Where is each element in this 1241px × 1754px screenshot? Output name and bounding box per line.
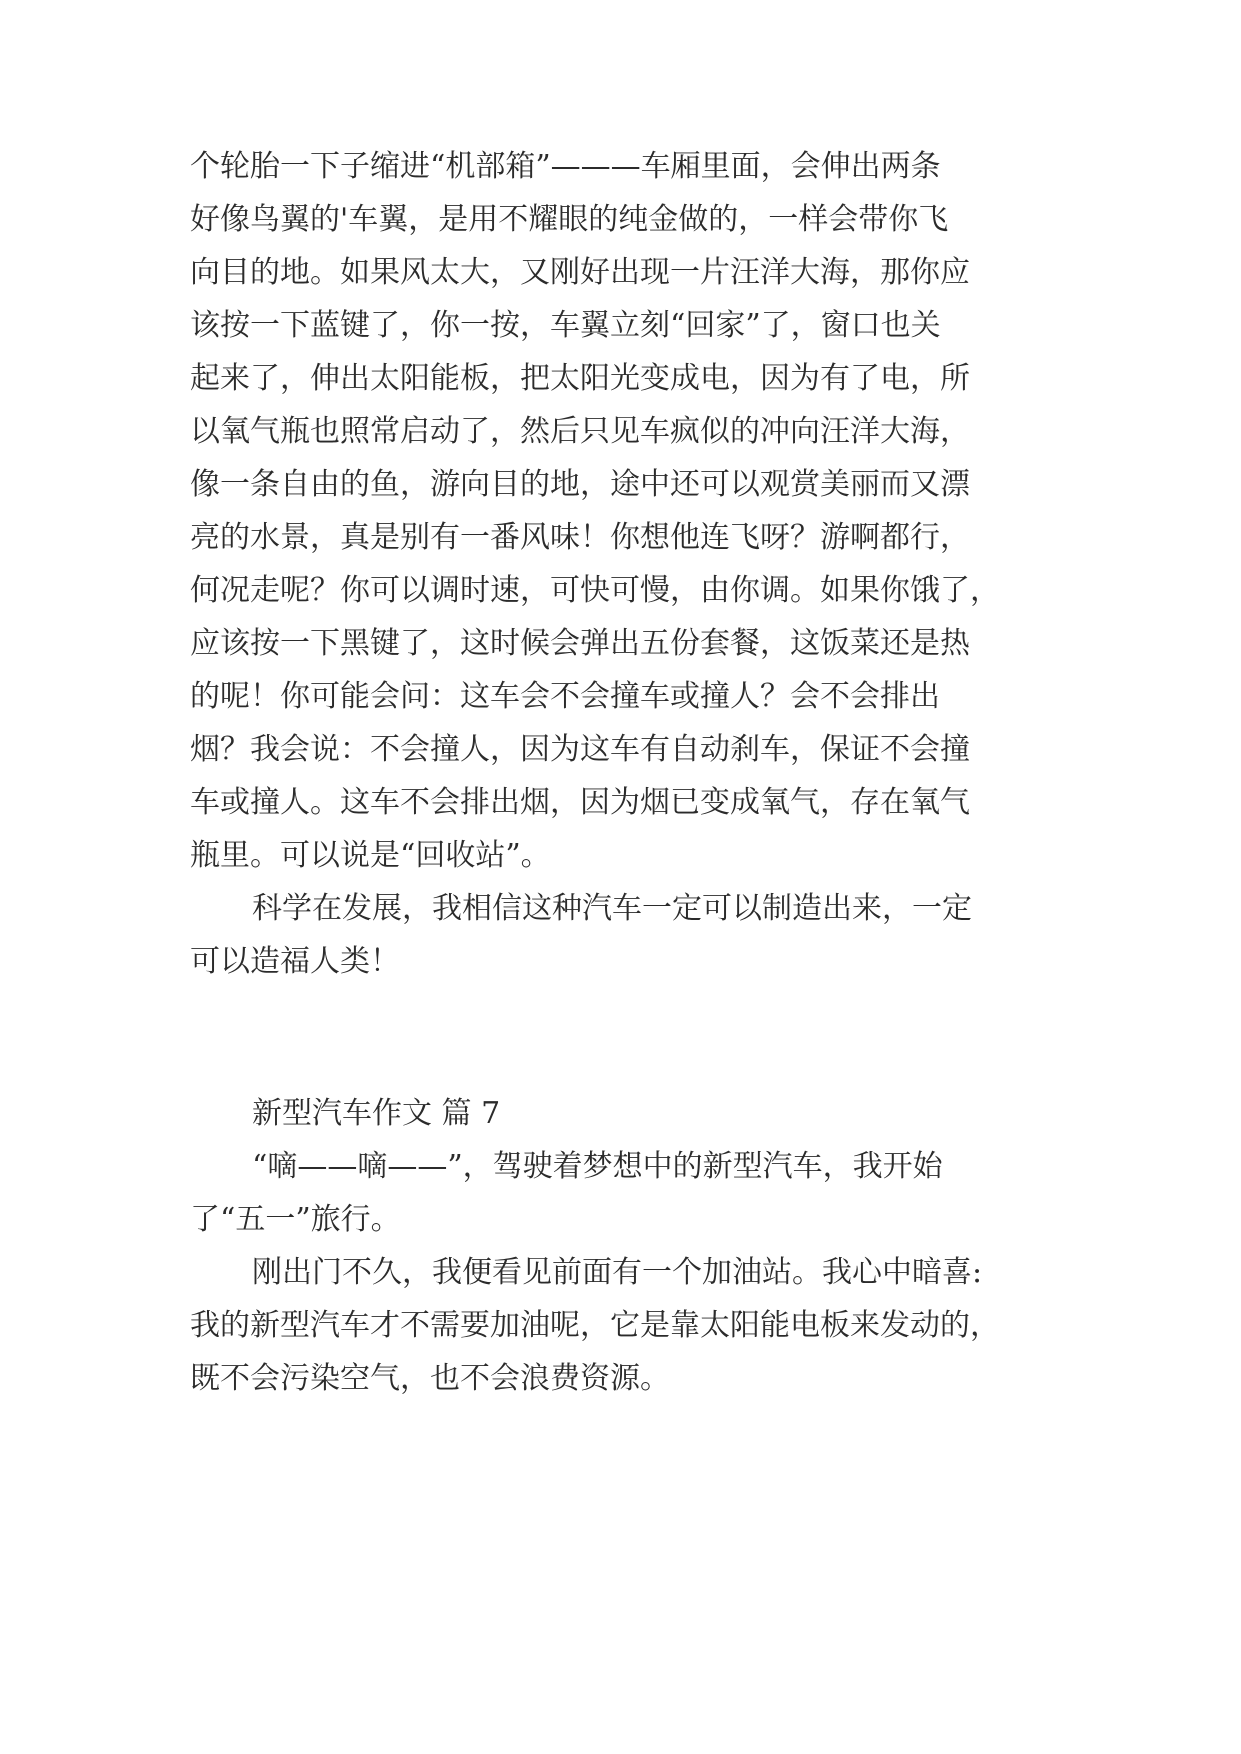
paragraph-line: 以氧气瓶也照常启动了，然后只见车疯似的冲向汪洋大海， [190,414,970,449]
paragraph-line: 车或撞人。这车不会排出烟，因为烟已变成氧气，存在氧气 [190,785,970,820]
paragraph-line: 个轮胎一下子缩进“机部箱”———车厢里面，会伸出两条 [190,149,941,184]
section-title: 新型汽车作文 篇 7 [252,1096,501,1131]
paragraph-line: 刚出门不久，我便看见前面有一个加油站。我心中暗喜: [252,1255,983,1290]
paragraph-line: 了“五一”旅行。 [190,1202,401,1237]
paragraph-line: “嘀——嘀——”，驾驶着梦想中的新型汽车，我开始 [252,1149,943,1184]
paragraph-line: 我的新型汽车才不需要加油呢，它是靠太阳能电板来发动的， [190,1308,1000,1343]
paragraph-line: 何况走呢？你可以调时速，可快可慢，由你调。如果你饿了， [190,573,1000,608]
paragraph-line: 烟？我会说：不会撞人，因为这车有自动刹车，保证不会撞 [190,732,970,767]
paragraph-line: 该按一下蓝键了，你一按，车翼立刻“回家”了，窗口也关 [190,308,941,343]
paragraph-line: 的呢！你可能会问：这车会不会撞车或撞人？会不会排出 [190,679,940,714]
paragraph-line: 好像鸟翼的'车翼，是用不耀眼的纯金做的，一样会带你飞 [190,202,949,237]
paragraph-line: 科学在发展，我相信这种汽车一定可以制造出来，一定 [252,891,972,926]
paragraph-line: 向目的地。如果风太大，又刚好出现一片汪洋大海，那你应 [190,255,970,290]
paragraph-line: 像一条自由的鱼，游向目的地，途中还可以观赏美丽而又漂 [190,467,970,502]
paragraph-line: 起来了，伸出太阳能板，把太阳光变成电，因为有了电，所 [190,361,970,396]
paragraph-line: 应该按一下黑键了，这时候会弹出五份套餐，这饭菜还是热 [190,626,970,661]
paragraph-line: 瓶里。可以说是“回收站”。 [190,838,551,873]
paragraph-line: 亮的水景，真是别有一番风味！你想他连飞呀？游啊都行， [190,520,970,555]
paragraph-line: 可以造福人类！ [190,944,400,979]
paragraph-line: 既不会污染空气，也不会浪费资源。 [190,1361,670,1396]
